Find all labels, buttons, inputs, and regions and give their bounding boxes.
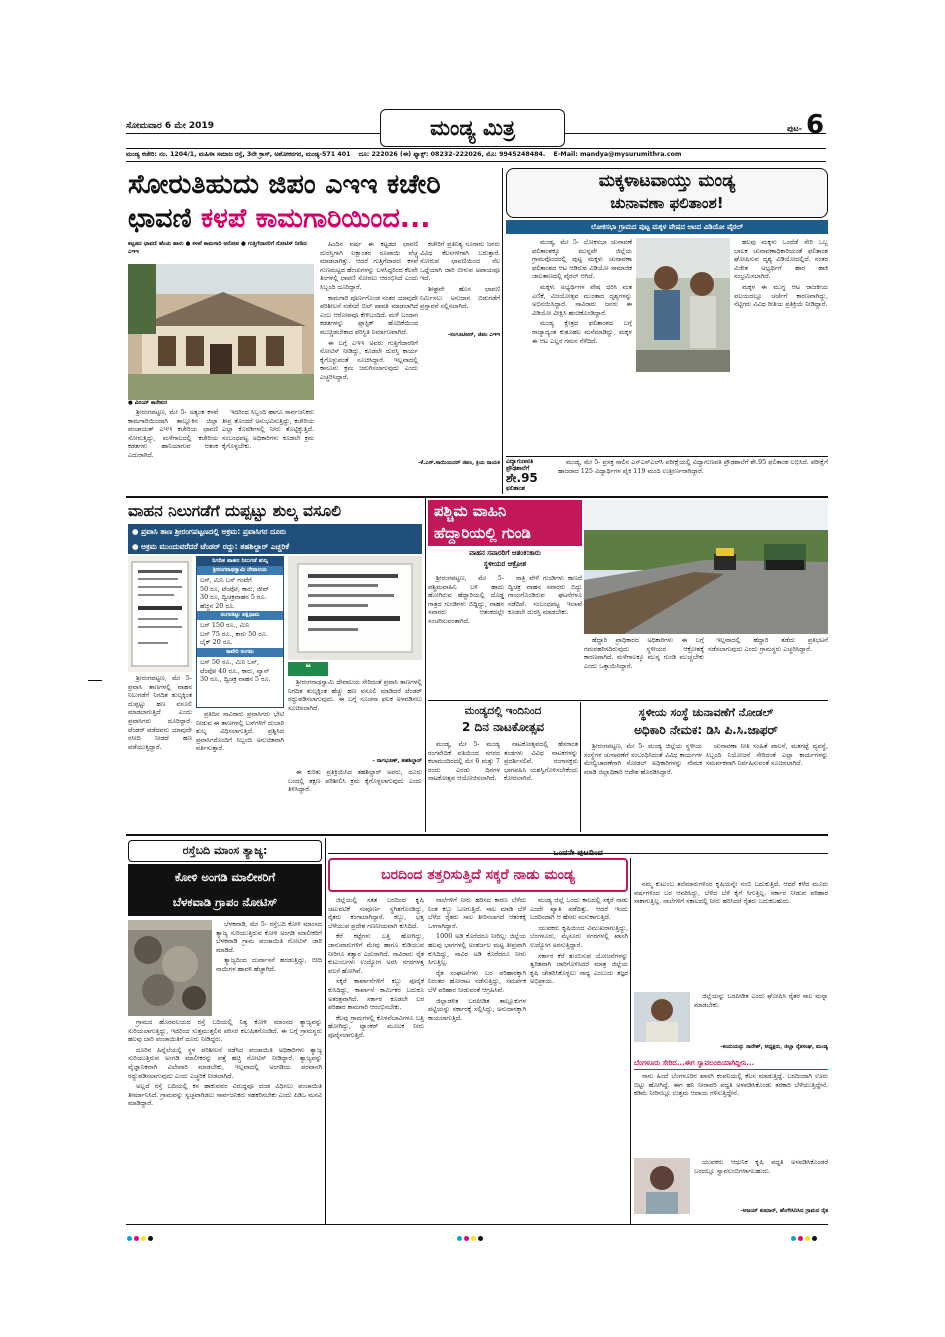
- story8-photo-person2: [634, 1158, 690, 1214]
- story4-headline-line2: ಹೆದ್ದಾರಿಯಲ್ಲಿ ಗುಂಡಿ: [434, 524, 531, 542]
- story5-headline-line1: ಮಂಡ್ಯದಲ್ಲಿ ಇಂದಿನಿಂದ: [464, 705, 542, 717]
- story3-rate-sub2: ರಂಗನತಿಟ್ಟು ಪಕ್ಷಿಧಾಮ: [197, 611, 283, 620]
- page-number: 6: [806, 110, 825, 140]
- story1-byline: -ಸಂಗೂಟಿಆರ್, ಜಿಪಂ ಎಇಇ: [447, 332, 500, 338]
- story4-col4: ಇಲ್ಲವಾದಲ್ಲಿ ಹೆದ್ದಾರಿ ತಡೆದು ಪ್ರತಿಭಟನೆ ನಡೆಸಲಾಗುವುದು ಎಂದು ಗ್ರಾಮಸ್ಥರು ಎಚ್ಚರಿಸಿದ್ದಾರೆ.: [708, 636, 828, 653]
- color-dot-yellow: [141, 1236, 146, 1241]
- story1-headline-line1: ಸೋರುತಿಹುದು ಜಿಪಂ ಎಇಇ ಕಚೇರಿ: [128, 169, 441, 200]
- story4-subhead: [428, 548, 582, 572]
- story1-byline2: -ಕೆ.ಎಸ್.ಸಾಯಿಯದರ್ ಜಿಪಂ, ಕ್ರಿಯ ನಾಯಕ: [418, 460, 500, 466]
- story1-col4: ಕಚೇರಿಗೆ ಪ್ರತಿನಿತ್ಯ ನೂರಾರು ಜನರು ವಿವಿಧ ಕೆಲಸಗಳಿಗಾಗಿ ಬರುತ್ತಾರೆ. ಸೋರುವ ಛಾವಣಿಯಿಂದ ನೆಲ ಒದ್ದೆಯಾಗಿ ಜಾರಿ ಬೀಳುವ ಅಪಾಯವೂ ಇದೆ. ಶೀಘ್ರವೇ ಹೊಸ ಛಾವಣಿ ನಿರ್ಮಿಸಲು ಅನುದಾನ ಬಿಡುಗಡೆಗೆ ಪ್ರಸ್ತಾವನೆ ಸಲ್ಲಿಸಲಾಗಿದೆ.: [420, 240, 500, 311]
- story8-headline: ಬರದಿಂದ ತತ್ತರಿಸುತ್ತಿದೆ ಸಕ್ಕರೆ ನಾಡು ಮಂಡ್ಯ: [381, 867, 575, 883]
- masthead-title: ಮಂಡ್ಯ ಮಿತ್ರ: [430, 115, 515, 140]
- story8-byline2: -ಅಜಯ್ ಕುಮಾರ್, ಹೆಂಗೇಸಿನಿಸಿದ ಗ್ರಾಮದ ರೈತ: [740, 1208, 828, 1214]
- story5-col2: ನಾಟಕೋತ್ಸವದಲ್ಲಿ ಹೆಸರಾಂತ ತಂಡಗಳು ವಿವಿಧ ನಾಟಕಗಳನ್ನು ಪ್ರದರ್ಶಿಸಲಿವೆ. ರಂಗಾಸಕ್ತರು ಭಾಗವಹಿಸಿ ಯಶಸ್ವಿಗೊಳಿಸಬೇಕೆಂದು ಕೋರಲಾಗಿದೆ.: [504, 740, 578, 783]
- story5-col1: ಮಂಡ್ಯ, ಮೇ 5- ಮಂಡ್ಯ ರಂಗವೇದಿಕೆ ವತಿಯಿಂದ ನಗರದ ಕಲಾಮಂದಿರದಲ್ಲಿ ಮೇ 6 ಮತ್ತು 7 ರಂದು ಎರಡು ದಿನಗಳ ನಾಟಕೋತ್ಸವ ಆಯೋಜಿಸಲಾಗಿದೆ.: [428, 740, 500, 783]
- story7-kicker: ರಸ್ತೆಬದಿ ಮಾಂಸ ತ್ಯಾಜ್ಯ:: [182, 844, 268, 857]
- story3-byline: - ನಾಗಭೂಣ್, ತಹಶಿಲ್ದಾರ್: [372, 758, 422, 764]
- story2-banner-line2: ಚುನಾವಣಾ ಫಲಿತಾಂಶ!: [610, 194, 724, 212]
- color-dot-cyan: [457, 1236, 462, 1241]
- story1-bullets: ಕಟ್ಟಡದ ಛಾವಣಿ ಹೆಂಚು ಹಾಳು ● ಕಳಪೆ ಕಾಮಗಾರಿ ಆರೋಪ ● ಗುತ್ತಿಗೆದಾರರಿಗೆ ನೋಟಿಸ್ ನೀಡಿದ ಎಇಇ: [128, 241, 307, 255]
- story3-rate-sub3: ಕಾವೇರಿ ಸಂಗಮ: [197, 648, 283, 657]
- story4-subhead1: ವಾಹನ ಸವಾರರಿಗೆ ಆತಂಕ:ಕಾರು: [469, 549, 541, 557]
- header-address-bar: [126, 148, 826, 162]
- story3-photo-ticket: [288, 556, 422, 660]
- footer-color-bar-right: [790, 1226, 818, 1245]
- story3-photo-receipt: [128, 556, 192, 672]
- color-dot-black: [812, 1236, 817, 1241]
- masthead: [380, 109, 565, 147]
- color-dot-black: [148, 1236, 153, 1241]
- story3-rate-line-4: ಹೆಚ್ಚಿನ 20 ರೂ.: [200, 601, 235, 610]
- story8-col3: ಮಂಡ್ಯ ಜಿಲ್ಲೆ ಒಂದು ಕಾಲದಲ್ಲಿ ಸಕ್ಕರೆ ನಾಡು ಎಂದೇ ಖ್ಯಾತಿ ಪಡೆದಿತ್ತು. ಆದರೆ ಇಂದು ಬರದಿಂದಾಗಿ ಆ ಹೆಸರು ಮಸುಕಾಗುತ್ತಿದೆ. ಯುವಕರು ಕೃಷಿಯಿಂದ ವಿಮುಖರಾಗುತ್ತಿದ್ದು, ಬೆಂಗಳೂರು, ಮೈಸೂರು ನಗರಗಳಲ್ಲಿ ಖಾಸಗಿ ಉದ್ಯೋಗ ಅರಸುತ್ತಿದ್ದಾರೆ. ಸರ್ಕಾರ ಕೆರೆ ತುಂಬಿಸುವ ಯೋಜನೆಗಳನ್ನು ತ್ವರಿತವಾಗಿ ಜಾರಿಗೊಳಿಸಿದರೆ ಮಾತ್ರ ಜಿಲ್ಲೆಯ ಕೃಷಿ ಚೇತರಿಸಿಕೊಳ್ಳಲು ಸಾಧ್ಯ ಎಂಬುದು ತಜ್ಞರ ಅಭಿಪ್ರಾಯ.: [530, 896, 628, 986]
- story1-col2: ಇದರಿಂದ ಸಿಬ್ಬಂದಿ ಹಾಗೂ ಸಾರ್ವಜನಿಕರು ತೀವ್ರ ತೊಂದರೆ ಅನುಭವಿಸುತ್ತಿದ್ದು, ಕಚೇರಿಯ ಎಲ್ಲಾ ಕೊಠಡಿಗಳಲ್ಲಿ ನೀರು ತೊಟ್ಟಿಕ್ಕುತ್ತಿದೆ. ಸಂಬಂಧಪಟ್ಟ ಅಧಿಕಾರಿಗಳು ಕೂಡಲೇ ಕ್ರಮ ಕೈಗೊಳ್ಳಬೇಕು.: [222, 408, 314, 451]
- story3-headline: ವಾಹನ ನಿಲುಗಡೆಗೆ ದುಪ್ಪಟ್ಟು ಶುಲ್ಕ ವಸೂಲಿ: [128, 502, 341, 520]
- story6-col2: ಚುನಾವಣಾ ನೀತಿ ಸಂಹಿತೆ ಪಾಲನೆ, ಮತಗಟ್ಟೆ ವ್ಯವಸ್ಥೆ, ಸಿಬ್ಬಂದಿ ನಿಯೋಜನೆ ಸೇರಿದಂತೆ ಎಲ್ಲಾ ಕಾರ್ಯಗಳನ್ನು ಸಮರ್ಪಕವಾಗಿ ನಿರ್ವಹಿಸುವಂತೆ ಸೂಚಿಸಲಾಗಿದೆ.: [706, 742, 828, 768]
- story7-col1: ಬೆಳಕವಾಡಿ, ಮೇ 5- ರಸ್ತೆಬದಿ ಕೋಳಿ ಮಾಂಸದ ತ್ಯಾಜ್ಯ ಸುರಿಯುತ್ತಿರುವ ಕೋಳಿ ಅಂಗಡಿ ಮಾಲೀಕರಿಗೆ ಬೆಳಕವಾಡಿ ಗ್ರಾಮ ಪಂಚಾಯಿತಿ ನೋಟಿಸ್ ಜಾರಿ ಮಾಡಿದೆ. ತ್ಯಾಜ್ಯದಿಂದ ದುರ್ವಾಸನೆ ಹರಡುತ್ತಿದ್ದು, ಬೀದಿ ನಾಯಿಗಳ ಹಾವಳಿ ಹೆಚ್ಚಾಗಿದೆ.: [216, 920, 322, 973]
- color-dot-black: [478, 1236, 483, 1241]
- color-dot-magenta: [464, 1236, 469, 1241]
- crop-mark: [88, 680, 102, 681]
- story8-photo-person1: [634, 992, 690, 1042]
- color-dot-yellow: [805, 1236, 810, 1241]
- story4-headline-box: [428, 500, 582, 546]
- story7-col2: ಗ್ರಾಮದ ಹೊರವಲಯದ ರಸ್ತೆ ಬದಿಯಲ್ಲಿ ನಿತ್ಯ ಕೋಳಿ ಮಾಂಸದ ತ್ಯಾಜ್ಯವನ್ನು ಸುರಿಯಲಾಗುತ್ತಿದ್ದು, ಇದರಿಂದ ಸುತ್ತಮುತ್ತಲಿನ ಪರಿಸರ ಕಲುಷಿತಗೊಂಡಿದೆ. ಈ ಬಗ್ಗೆ ಗ್ರಾಮಸ್ಥರು ಹಲವು ಬಾರಿ ಪಂಚಾಯಿತಿಗೆ ದೂರು ನೀಡಿದ್ದರು. ದೂರಿನ ಹಿನ್ನೆಲೆಯಲ್ಲಿ ಸ್ಥಳ ಪರಿಶೀಲನೆ ನಡೆಸಿದ ಪಂಚಾಯಿತಿ ಅಧಿಕಾರಿಗಳು ತ್ಯಾಜ್ಯ ಸುರಿಯುತ್ತಿರುವ ಅಂಗಡಿ ಮಾಲೀಕರನ್ನು ಪತ್ತೆ ಹಚ್ಚಿ ನೋಟಿಸ್ ನೀಡಿದ್ದಾರೆ. ತ್ಯಾಜ್ಯವನ್ನು ವೈಜ್ಞಾನಿಕವಾಗಿ ವಿಲೇವಾರಿ ಮಾಡಬೇಕು, ಇಲ್ಲವಾದಲ್ಲಿ ಅಂಗಡಿಯ ಪರವಾನಗಿ ರದ್ದುಪಡಿಸಲಾಗುವುದು ಎಂದು ಎಚ್ಚರಿಕೆ ನೀಡಲಾಗಿದೆ. ಅಲ್ಲದೆ ರಸ್ತೆ ಬದಿಯಲ್ಲಿ ಕಸ ಹಾಕುವವರ ವಿರುದ್ಧವೂ ದಂಡ ವಿಧಿಸಲು ಪಂಚಾಯಿತಿ ತೀರ್ಮಾನಿಸಿದೆ. ಗ್ರಾಮವನ್ನು ಸ್ವಚ್ಛವಾಗಿಡಲು ಸಾರ್ವಜನಿಕರು ಸಹಕರಿಸಬೇಕು ಎಂದು ಪಿಡಿಒ ಮನವಿ ಮಾಡಿದ್ದಾರೆ.: [128, 1018, 322, 1108]
- story2-stat-text: ಮಂಡ್ಯ, ಮೇ 5- ಪ್ರಸಕ್ತ ಸಾಲಿನ ಎಸ್‍ಎಸ್‍ಎಲ್‍ಸಿ ಪರೀಕ್ಷೆಯಲ್ಲಿ ವಿದ್ಯಾಗುಣವತಿ ಪ್ರೌಢಶಾಲೆಗೆ ಶೇ.95 ಫಲಿತಾಂಶ ಲಭಿಸಿದೆ. ಪರೀಕ್ಷೆಗೆ ಹಾಜರಾದ 125 ವಿದ್ಯಾರ್ಥಿಗಳ ಪೈಕಿ 119 ಮಂದಿ ಉತ್ತೀರ್ಣರಾಗಿದ್ದಾರೆ.: [558, 458, 828, 475]
- story1-bullet-3: ಗುತ್ತಿಗೆದಾರರಿಗೆ ನೋಟಿಸ್ ನೀಡಿದ ಎಇಇ: [128, 241, 307, 255]
- story3-rate3-line-1: ಬಸ್ 50 ರೂ., ಮಿನಿ ಬಸ್,: [200, 658, 260, 666]
- story7-kicker-box: [128, 840, 322, 862]
- story5-headline: [428, 704, 578, 738]
- page-label: ಪುಟ-: [787, 124, 803, 133]
- story4-headline-line1: ಪಶ್ಚಿಮ ವಾಹಿನಿ: [434, 502, 507, 520]
- story3-col3: ಈ ಕುರಿತು ಪ್ರತಿಕ್ರಿಯಿಸಿದ ತಹಶಿಲ್ದಾರ್ ಅವರು, ದೂರು ಬಂದಲ್ಲಿ ತಕ್ಷಣ ಪರಿಶೀಲಿಸಿ ಕ್ರಮ ಕೈಗೊಳ್ಳಲಾಗುವುದು ಎಂದು ತಿಳಿಸಿದ್ದಾರೆ.: [288, 768, 422, 794]
- story8-subhead: ಬೆಂಗಳೂರು ಸೇರಿದ...ಈಗ ಸ್ವಾವಲಂಬಿಯಾಗಿದ್ದೀನಿ...: [634, 1056, 828, 1070]
- story8-quote2: ನಾನು ಹಿಂದೆ ಬೆಂಗಳೂರಿನ ಖಾಸಗಿ ಕಂಪನಿಯಲ್ಲಿ ಕೆಲಸ ಮಾಡುತ್ತಿದ್ದೆ. ಬರದಿಂದಾಗಿ ಊರು ಬಿಟ್ಟು ಹೋಗಿದ್ದೆ. ಈಗ ಹನಿ ನೀರಾವರಿ ಪದ್ಧತಿ ಅಳವಡಿಸಿಕೊಂಡು ತರಕಾರಿ ಬೆಳೆಯುತ್ತಿದ್ದೇನೆ. ಕಡಿಮೆ ನೀರಿನಲ್ಲೂ ಉತ್ತಮ ಆದಾಯ ಗಳಿಸುತ್ತಿದ್ದೇನೆ.: [634, 1072, 828, 1098]
- color-dot-yellow: [471, 1236, 476, 1241]
- story3-rate-subtitle: ಶ್ರೀರಂಗನಾಥಸ್ವಾಮಿ ದೇವಾಲಯ: [197, 566, 283, 575]
- story2-subhead: ಲೋಕಸಭಾ ಗ್ರಾಮದ ಪುಟ್ಟ ಮಕ್ಕಳ ವೇಷದ ಆಟದ ವಿಡಿಯೋ ವೈರಲ್: [506, 220, 828, 234]
- story3-rate-line-2: 50 ರೂ, ಟೆಂಪೋ, ಕಾರು, ಜೀಪ್: [200, 584, 269, 593]
- story8-quote1b: ಜಿಲ್ಲೆಯನ್ನು ಬರಪೀಡಿತ ಎಂದು ಘೋಷಿಸಿ ರೈತರ ಸಾಲ ಮನ್ನಾ ಮಾಡಬೇಕು.: [694, 992, 828, 1009]
- header-date: ಸೋಮವಾರ 6 ಮೇ 2019: [126, 121, 214, 131]
- story1-col1: ಶ್ರೀರಂಗಪಟ್ಟಣ, ಮೇ 5- ಅತ್ಯಂತ ಕಳಪೆ ಕಾಮಗಾರಿಯಿಂದಾಗಿ ತಾಲ್ಲೂಕಿನ ಜಿಲ್ಲಾ ಪಂಚಾಯತ್ ಎಇಇ ಕಚೇರಿಯ ಛಾವಣಿ ಸೋರುತ್ತಿದ್ದು, ಮಳೆಗಾಲದಲ್ಲಿ ಕಚೇರಿಯ ಕಡತಗಳು ಹಾನಿಯಾಗುವ ಆತಂಕ ಎದುರಾಗಿದೆ.: [128, 408, 218, 459]
- story3-quote-mark: ❝: [288, 662, 328, 676]
- story3-bullet-2: ಅಕ್ರಮ ಮುಂದುವರೆದರೆ ಟೆಂಡರ್ ರದ್ದು: ತಹಶಿಲ್ದಾರ್ ಎಚ್ಚರಿಕೆ: [141, 542, 290, 551]
- story2-col2: ಹಲವು ಮಕ್ಕಳು ಒಂದೆಡೆ ಸೇರಿ ಒಬ್ಬ ಬಾಲಕ ಚುನಾವಣಾಧಿಕಾರಿಯಂತೆ ಫಲಿತಾಂಶ ಘೋಷಿಸುವ ದೃಶ್ಯ ವಿಡಿಯೋದಲ್ಲಿದೆ. ನಂತರ ವಿಜೇತ ಅಭ್ಯರ್ಥಿಗೆ ಹಾರ ಹಾಕಿ ಸಂಭ್ರಮಿಸಲಾಗಿದೆ. ಮಕ್ಕಳ ಈ ಮುಗ್ಧ ಆಟ ರಾಜಕೀಯ ವಲಯದಲ್ಲೂ ಚರ್ಚೆಗೆ ಕಾರಣವಾಗಿದ್ದು, ನೆಟ್ಟಿಗರು ವಿವಿಧ ರೀತಿಯ ಪ್ರತಿಕ್ರಿಯೆ ನೀಡಿದ್ದಾರೆ.: [734, 238, 828, 309]
- story5-headline-line2: 2 ದಿನ ನಾಟಕೋತ್ಸವ: [461, 720, 545, 734]
- story2-stat-label2: ಪ್ರೌಢಶಾಲೆಗೆ: [506, 465, 530, 472]
- header-email: E-Mail: mandya@mysurumithra.com: [553, 151, 682, 158]
- story7-headline-line1: ಕೋಳಿ ಅಂಗಡಿ ಮಾಲೀಕರಿಗೆ: [174, 870, 276, 884]
- story1-col3: ಹಿಂದಿನ ವರ್ಷ ಈ ಕಟ್ಟಡದ ಛಾವಣಿ ದುರಸ್ತಿಗಾಗಿ ಲಕ್ಷಾಂತರ ರೂಪಾಯಿ ವೆಚ್ಚ ಮಾಡಲಾಗಿತ್ತು. ಆದರೆ ಗುತ್ತಿಗೆದಾರರು ಕಳಪೆ ಗುಣಮಟ್ಟದ ಹೆಂಚುಗಳನ್ನು ಬಳಸಿದ್ದರಿಂದ ಕೆಲವೇ ತಿಂಗಳಲ್ಲಿ ಛಾವಣಿ ಸೋರಲು ಆರಂಭಿಸಿದೆ ಎಂದು ಸಿಬ್ಬಂದಿ ದೂರಿದ್ದಾರೆ. ಕಾಮಗಾರಿ ಪೂರ್ಣಗೊಂಡ ನಂತರ ಯಾವುದೇ ಪರಿಶೀಲನೆ ನಡೆಸದೆ ಬಿಲ್ ಪಾವತಿ ಮಾಡಲಾಗಿದೆ ಎಂಬ ಆರೋಪವೂ ಕೇಳಿಬಂದಿದೆ. ಮಳೆ ಬಂದಾಗ ಕಡತಗಳನ್ನು ಪ್ಲಾಸ್ಟಿಕ್ ಹೊದಿಕೆಯಿಂದ ಮುಚ್ಚಿಡಬೇಕಾದ ಪರಿಸ್ಥಿತಿ ನಿರ್ಮಾಣವಾಗಿದೆ. ಈ ಬಗ್ಗೆ ಎಇಇ ಅವರು ಗುತ್ತಿಗೆದಾರರಿಗೆ ನೋಟಿಸ್ ನೀಡಿದ್ದು, ಕೂಡಲೇ ದುರಸ್ತಿ ಕಾರ್ಯ ಕೈಗೊಳ್ಳುವಂತೆ ಸೂಚಿಸಿದ್ದಾರೆ. ಇಲ್ಲವಾದಲ್ಲಿ ಕಾನೂನು ಕ್ರಮ ಜರುಗಿಸಲಾಗುವುದು ಎಂದು ಎಚ್ಚರಿಸಿದ್ದಾರೆ.: [320, 240, 418, 381]
- footer-color-bar-left: [126, 1226, 154, 1245]
- story2-banner: [506, 168, 828, 218]
- story3-rate3-line-2: ಟೆಂಪೋ 40 ರೂ., ಕಾರು, ವ್ಯಾನ್: [200, 666, 270, 675]
- story1-headline-line2: ಛಾವಣಿ ಕಳಪೆ ಕಾಮಗಾರಿಯಿಂದ...: [128, 203, 431, 234]
- story7-headline-line2: ಬೆಳಕವಾಡಿ ಗ್ರಾಪಂ ನೋಟಿಸ್: [172, 895, 278, 909]
- story3-rate-line-1: ಬಸ್, ಮಿನಿ ಬಸ್ ಗಂಟೆಗೆ: [200, 576, 252, 584]
- story3-bullet-1: ಪ್ರವಾಸಿ ತಾಣ ಶ್ರೀರಂಗಪಟ್ಟಣದಲ್ಲಿ ಅಕ್ರಮ: ಪ್ರವಾಸಿಗರ ದೂರು: [141, 527, 287, 536]
- story4-photo-road: [584, 500, 828, 634]
- header-address: ಮಂಡ್ಯ ಕಚೇರಿ: ನಂ. 1204/1, ಮಹಿಳಾ ಸಮಾಜ ರಸ್ತೆ, 3ನೇ ಕ್ರಾಸ್, ಅಶೋಕನಗರ, ಮಂಡ್ಯ-571 401: [126, 151, 351, 158]
- story4-col3: ಹೆದ್ದಾರಿ ಪ್ರಾಧಿಕಾರದ ಅಧಿಕಾರಿಗಳು ಈ ಬಗ್ಗೆ ಗಮನಹರಿಸದಿರುವುದು ಸ್ಥಳೀಯರ ಆಕ್ರೋಶಕ್ಕೆ ಕಾರಣವಾಗಿದೆ. ಮಳೆಗಾಲಕ್ಕೂ ಮುನ್ನ ಗುಂಡಿ ಮುಚ್ಚಬೇಕು ಎಂದು ಒತ್ತಾಯಿಸಿದ್ದಾರೆ.: [584, 636, 704, 670]
- color-dot-magenta: [134, 1236, 139, 1241]
- story7-photo-waste: [128, 920, 212, 1016]
- story3-rate2-line-1: ಬಸ್ 150 ರೂ., ಮಿನಿ: [200, 621, 250, 629]
- story8-quote2b: ಯುವಕರು ಆಧುನಿಕ ಕೃಷಿ ಪದ್ಧತಿ ಅಳವಡಿಸಿಕೊಂಡರೆ ಬರದಲ್ಲೂ ಸ್ವಾವಲಂಬಿಗಳಾಗಬಹುದು.: [694, 1158, 828, 1175]
- story8-quote1: ನಮ್ಮ ಕುಟುಂಬ ತಲೆಮಾರುಗಳಿಂದ ಕೃಷಿಯನ್ನೇ ನಂಬಿ ಬದುಕುತ್ತಿದೆ. ಆದರೆ ಕಳೆದ ಮೂರು ವರ್ಷಗಳಿಂದ ಬರ ಆವರಿಸಿದ್ದು, ಬೆಳೆದ ಬೆಳೆ ಕೈಗೆ ಸಿಗುತ್ತಿಲ್ಲ. ಸರ್ಕಾರ ನೀಡುವ ಪರಿಹಾರ ಸಾಕಾಗುತ್ತಿಲ್ಲ. ನಾಲೆಗಳಿಗೆ ಸಕಾಲದಲ್ಲಿ ನೀರು ಹರಿಸಿದರೆ ರೈತರು ಬದುಕಬಹುದು.: [634, 880, 828, 906]
- story4-col2: ರಾತ್ರಿ ವೇಳೆ ಗುಂಡಿಗಳು ಕಾಣದೆ ದ್ವಿಚಕ್ರ ವಾಹನ ಸವಾರರು ಬಿದ್ದು ಗಾಯಗೊಂಡಿರುವ ಘಟನೆಗಳೂ ನಡೆದಿವೆ. ಸಂಬಂಧಪಟ್ಟ ಇಲಾಖೆ ಕೂಡಲೇ ದುರಸ್ತಿ ಮಾಡಬೇಕು.: [508, 574, 582, 617]
- color-dot-cyan: [127, 1236, 132, 1241]
- story3-rate-line-3: 30 ರೂ, ದ್ವಿಚಕ್ರವಾಹನ 5 ರೂ.: [200, 593, 267, 602]
- story3-quote-text: ಶ್ರೀರಂಗನಾಥಸ್ವಾಮಿ ದೇವಾಲಯ ಸೇರಿದಂತೆ ಪ್ರವಾಸಿ ತಾಣಗಳಲ್ಲಿ ನಿಗದಿತ ಶುಲ್ಕಕ್ಕಿಂತ ಹೆಚ್ಚು ಹಣ ವಸೂಲಿ ಮಾಡಿದರೆ ಟೆಂಡರ್ ರದ್ದುಪಡಿಸಲಾಗುವುದು. ಈ ಬಗ್ಗೆ ಸೂಚನಾ ಫಲಕ ಅಳವಡಿಸಲು ಸೂಚಿಸಲಾಗಿದೆ.: [288, 678, 422, 712]
- story6-headline: [584, 704, 828, 740]
- story2-stat-value: ಶೇ.95: [506, 471, 538, 485]
- story2-photo-children: [636, 238, 730, 372]
- story3-rate-box: [196, 556, 284, 708]
- story2-stat-box: [506, 458, 556, 494]
- story1-photo-building: [128, 264, 314, 400]
- story8-col2: ನಾಲೆಗಳಿಗೆ ನೀರು ಹರಿಸದ ಕಾರಣ ಬೆಳೆದು ನಿಂತ ಕಬ್ಬು ಒಣಗುತ್ತಿದೆ. ಸಾಲ ಮಾಡಿ ಬೆಳೆ ಬೆಳೆದ ರೈತರು ಸಾಲ ತೀರಿಸಲಾಗದೆ ಆತಂಕಕ್ಕೆ ಒಳಗಾಗಿದ್ದಾರೆ. 1000 ಅಡಿ ಕೊರೆದರೂ ನೀರಿಲ್ಲ: ಜಿಲ್ಲೆಯ ಹಲವು ಭಾಗಗಳಲ್ಲಿ ಅಂತರ್ಜಲ ಮಟ್ಟ ತೀವ್ರವಾಗಿ ಕುಸಿದಿದ್ದು, ಸಾವಿರ ಅಡಿ ಕೊರೆದರೂ ನೀರು ಸಿಗುತ್ತಿಲ್ಲ. ರೈತ ಸಂಘಟನೆಗಳು ಬರ ಪರಿಹಾರಕ್ಕಾಗಿ ನಿರಂತರ ಹೋರಾಟ ನಡೆಸುತ್ತಿದ್ದು, ಸಮರ್ಪಕ ಬೆಳೆ ಪರಿಹಾರ ನೀಡುವಂತೆ ಆಗ್ರಹಿಸಿವೆ. ಜಿಲ್ಲಾಡಳಿತ ಬರಪೀಡಿತ ತಾಲ್ಲೂಕುಗಳ ಪಟ್ಟಿಯನ್ನು ಸರ್ಕಾರಕ್ಕೆ ಸಲ್ಲಿಸಿದ್ದು, ಅನುದಾನಕ್ಕಾಗಿ ಕಾಯಲಾಗುತ್ತಿದೆ.: [428, 896, 526, 1022]
- story3-rate2-line-3: ಬೈಕ್ 20 ರೂ.: [200, 638, 233, 647]
- story2-stat-label3: ಫಲಿತಾಂಶ: [506, 485, 525, 492]
- story6-headline-line2: ಅಧಿಕಾರಿ ನೇಮಕ: ಡಿಸಿ ಪಿ.ಸಿ.ಜಾಫರ್: [634, 723, 778, 737]
- story3-col1: ಶ್ರೀರಂಗಪಟ್ಟಣ, ಮೇ 5- ಪ್ರವಾಸಿ ತಾಣಗಳಲ್ಲಿ ವಾಹನ ನಿಲುಗಡೆಗೆ ನಿಗದಿತ ಶುಲ್ಕಕ್ಕಿಂತ ದುಪ್ಪಟ್ಟು ಹಣ ವಸೂಲಿ ಮಾಡಲಾಗುತ್ತಿದೆ ಎಂದು ಪ್ರವಾಸಿಗರು ದೂರಿದ್ದಾರೆ. ಟೆಂಡರ್ ಪಡೆದವರು ಯಾವುದೇ ರಸೀದಿ ನೀಡದೆ ಹಣ ಪಡೆಯುತ್ತಿದ್ದಾರೆ.: [128, 674, 192, 751]
- story1-photo-caption: ● ವಿನಯ್ ಕಾರೇಕುರ: [128, 400, 168, 406]
- story3-rate-title: ನಿಗದಿತ ವಾಹನ ನಿಲುಗಡೆ ಶುಲ್ಕ: [197, 557, 283, 566]
- story7-headline: [128, 864, 322, 916]
- color-dot-magenta: [798, 1236, 803, 1241]
- color-dot-cyan: [791, 1236, 796, 1241]
- story4-subhead2: ಸ್ಥಳೀಯರ ಆಕ್ರೋಶ: [483, 560, 527, 568]
- story8-byline1: -ಕಂದುಯನ್ನು ನಾರೇಶ್, ಅಧ್ಯಕ್ಷರು, ಜಿಲ್ಲಾ ರೈತಸಂಘ, ಮಂಡ್ಯ: [720, 1044, 828, 1050]
- story8-headline-box: [328, 858, 628, 892]
- story3-bullets: ● ಪ್ರವಾಸಿ ತಾಣ ಶ್ರೀರಂಗಪಟ್ಟಣದಲ್ಲಿ ಅಕ್ರಮ: ಪ್ರವಾಸಿಗರ ದೂರು ● ಅಕ್ರಮ ಮುಂದುವರೆದರೆ ಟೆಂಡರ್ ರದ್ದು: ತಹಶಿಲ್ದಾರ್ ಎಚ್ಚರಿಕೆ: [128, 524, 422, 554]
- footer-color-bar-center: [456, 1226, 484, 1245]
- header-phones: ದೂ: 222026 (ಈ) ಫ್ಯಾಕ್ಸ್: 08232-222026, ಮೊ: 9945248484.: [358, 151, 546, 158]
- story6-col1: ಶ್ರೀರಂಗಪಟ್ಟಣ, ಮೇ 5- ಮಂಡ್ಯ ಜಿಲ್ಲೆಯ ಸ್ಥಳೀಯ ಸಂಸ್ಥೆಗಳ ಚುನಾವಣೆಗೆ ಸಂಬಂಧಿಸಿದಂತೆ ವಿವಿಧ ಕಾರ್ಯಗಳ ಮೇಲ್ವಿಚಾರಣೆಗಾಗಿ ನೋಡಲ್ ಅಧಿಕಾರಿಗಳನ್ನು ನೇಮಕ ಮಾಡಿ ಜಿಲ್ಲಾಧಿಕಾರಿ ಆದೇಶ ಹೊರಡಿಸಿದ್ದಾರೆ.: [584, 742, 702, 776]
- story8-kicker: ಒಂದನೇ ಪುಟದಿಂದ: [328, 840, 828, 854]
- story3-rate2-line-2: ಬಸ್ 75 ರೂ., ಕಾರು 50 ರೂ.: [200, 629, 268, 638]
- story4-col1: ಶ್ರೀರಂಗಪಟ್ಟಣ, ಮೇ 5- ಪಶ್ಚಿಮವಾಹಿನಿ ಬಳಿ ಹಾದು ಹೋಗಿರುವ ಹೆದ್ದಾರಿಯಲ್ಲಿ ದೊಡ್ಡ ಗಾತ್ರದ ಗುಂಡಿಗಳು ಬಿದ್ದಿದ್ದು, ವಾಹನ ಸವಾರರು ಆತಂಕದಲ್ಲೇ ಸಂಚರಿಸುವಂತಾಗಿದೆ.: [428, 574, 504, 625]
- story1-bullet-1: ಕಟ್ಟಡದ ಛಾವಣಿ ಹೆಂಚು ಹಾಳು: [128, 241, 184, 247]
- story1-bullet-2: ಕಳಪೆ ಕಾಮಗಾರಿ ಆರೋಪ: [192, 241, 240, 247]
- story2-banner-line1: ಮಕ್ಕಳಾಟವಾಯ್ತು ಮಂಡ್ಯ: [598, 171, 736, 191]
- story2-stat-label: ವಿದ್ಯಾಗುಣವತಿ: [506, 458, 534, 465]
- story8-col1: ಜಿಲ್ಲೆಯಲ್ಲಿ ಸತತ ಬರದಿಂದ ಕೃಷಿ ಚಟುವಟಿಕೆ ಸಂಪೂರ್ಣ ಸ್ಥಗಿತಗೊಂಡಿದ್ದು, ರೈತರು ಕಂಗಾಲಾಗಿದ್ದಾರೆ. ಕಬ್ಬು, ಭತ್ತ ಬೆಳೆಯುವ ಪ್ರದೇಶ ಗಣನೀಯವಾಗಿ ಕುಸಿದಿದೆ. ಕೆರೆ ಕಟ್ಟೆಗಳು ಬತ್ತಿ ಹೋಗಿದ್ದು, ಜಾನುವಾರುಗಳಿಗೆ ಮೇವು ಹಾಗೂ ಕುಡಿಯುವ ನೀರಿಗೂ ತತ್ವಾರ ಎದುರಾಗಿದೆ. ಸಾವಿರಾರು ರೈತ ಕುಟುಂಬಗಳು ಉದ್ಯೋಗ ಅರಸಿ ನಗರಗಳತ್ತ ವಲಸೆ ಹೋಗಿವೆ. ಸಕ್ಕರೆ ಕಾರ್ಖಾನೆಗಳಿಗೆ ಕಬ್ಬು ಪೂರೈಕೆ ಕುಸಿದಿದ್ದು, ಕಾರ್ಖಾನೆ ಕಾರ್ಮಿಕರ ಬದುಕೂ ಅತಂತ್ರವಾಗಿದೆ. ಸರ್ಕಾರ ಕೂಡಲೇ ಬರ ಪರಿಹಾರ ಕಾಮಗಾರಿ ಆರಂಭಿಸಬೇಕು. ಕೆಲವು ಗ್ರಾಮಗಳಲ್ಲಿ ಕೊಳವೆಬಾವಿಗಳೂ ಬತ್ತಿ ಹೋಗಿದ್ದು, ಟ್ಯಾಂಕರ್ ಮೂಲಕ ನೀರು ಪೂರೈಸಲಾಗುತ್ತಿದೆ.: [328, 896, 424, 1039]
- story6-headline-line1: ಸ್ಥಳೀಯ ಸಂಸ್ಥೆ ಚುನಾವಣೆಗೆ ನೋಡಲ್: [638, 706, 774, 719]
- story3-col2: ಪ್ರತಿದಿನ ಸಾವಿರಾರು ಪ್ರವಾಸಿಗರು ಭೇಟಿ ನೀಡುವ ಈ ತಾಣಗಳಲ್ಲಿ ಬಸ್‍ಗಳಿಗೆ ದುಬಾರಿ ಶುಲ್ಕ ವಿಧಿಸಲಾಗುತ್ತಿದೆ. ಪ್ರಶ್ನಿಸಿದ ಪ್ರವಾಸಿಗರೊಂದಿಗೆ ಸಿಬ್ಬಂದಿ ಅನುಚಿತವಾಗಿ ವರ್ತಿಸುತ್ತಾರೆ.: [196, 710, 284, 753]
- story2-col1: ಮಂಡ್ಯ, ಮೇ 5- ಲೋಕಸಭಾ ಚುನಾವಣೆ ಫಲಿತಾಂಶಕ್ಕೂ ಮುನ್ನವೇ ಜಿಲ್ಲೆಯ ಗ್ರಾಮವೊಂದರಲ್ಲಿ ಪುಟ್ಟ ಮಕ್ಕಳು ಚುನಾವಣಾ ಫಲಿತಾಂಶದ ಆಟ ಆಡಿರುವ ವಿಡಿಯೋ ಸಾಮಾಜಿಕ ಜಾಲತಾಣದಲ್ಲಿ ವೈರಲ್ ಆಗಿದೆ. ಮಕ್ಕಳು ಅಭ್ಯರ್ಥಿಗಳ ವೇಷ ಧರಿಸಿ ಮತ ಎಣಿಕೆ, ವಿಜಯೋತ್ಸವ ಮುಂತಾದ ದೃಶ್ಯಗಳನ್ನು ಅಭಿನಯಿಸಿದ್ದಾರೆ. ಸಾವಿರಾರು ಜನರು ಈ ವಿಡಿಯೋ ವೀಕ್ಷಿಸಿ ಹಂಚಿಕೊಂಡಿದ್ದಾರೆ. ಮಂಡ್ಯ ಕ್ಷೇತ್ರದ ಫಲಿತಾಂಶದ ಬಗ್ಗೆ ರಾಜ್ಯಾದ್ಯಂತ ಕುತೂಹಲ ಮನೆಮಾಡಿದ್ದು, ಮಕ್ಕಳ ಈ ಆಟ ಎಲ್ಲರ ಗಮನ ಸೆಳೆದಿದೆ.: [532, 238, 632, 345]
- story3-rate3-line-3: 30 ರೂ., ದ್ವಿಚಕ್ರ ವಾಹನ 5 ರೂ.: [200, 675, 271, 684]
